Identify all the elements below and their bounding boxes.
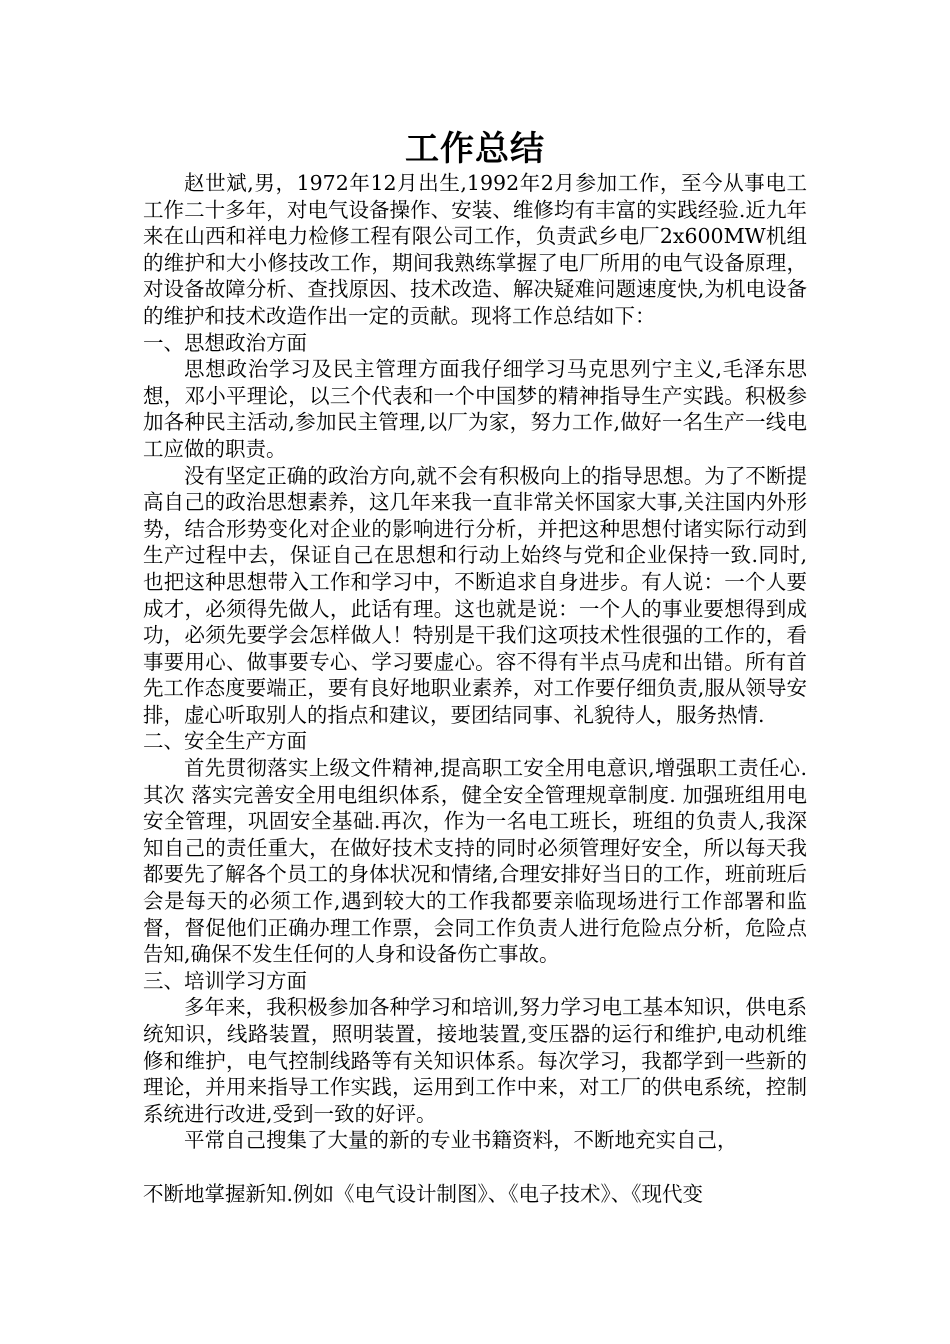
document-body [143,128,807,1154]
document-title: 工作总结 [405,129,545,169]
intro-paragraph: 赵世斌,男，1972年12月出生,1992年2月参加工作，至今从事电工工作二十多年，对电气设备操作、安装、维修均有丰富的实践经验.近九年来在山西和祥电力检修工程有限公司工作，负责武乡电厂2x600MW机组的维护和大小修技改工作，期间我熟练掌握了电厂所用的电气设备原理，对设备故障分析、查找原因、技术改造、解决疑难问题速度快,为机电设备的维护和技术改造作出一定的贡献。现将工作总结如下： [143,171,807,328]
page-bottom-line: 不断地掌握新知.例如《电气设计制图》、《电子技术》、《现代变 [143,1182,704,1206]
politics-paragraph-1: 思想政治学习及民主管理方面我仔细学习马克思列宁主义,毛泽东思想，邓小平理论，以三个代表和一个中国梦的精神指导生产实践。积极参加各种民主活动,参加民主管理,以厂为家，努力工作,做好一名生产一线电工应做的职责。 [143,357,807,461]
safety-paragraph-1: 首先贯彻落实上级文件精神,提高职工安全用电意识,增强职工责任心.其次 落实完善安全用电组织体系，健全安全管理规章制度. 加强班组用电安全管理，巩固安全基础.再次，作为一名电工班长，班组的负责人,我深知自己的责任重大，在做好技术支持的同时必须管理好安全，所以每天我都要先了解各个员工的身体状况和情绪,合理安排好当日的工作，班前班后会是每天的必须工作,遇到较大的工作我都要亲临现场进行工作部署和监督，督促他们正确办理工作票，会同工作负责人进行危险点分析，危险点告知,确保不发生任何的人身和设备伤亡事故。 [143,756,807,967]
section-heading-training: 三、培训学习方面 [143,968,307,993]
training-paragraph-1: 多年来，我积极参加各种学习和培训,努力学习电工基本知识，供电系统知识，线路装置，照明装置，接地装置,变压器的运行和维护,电动机维修和维护，电气控制线路等有关知识体系。每次学习，我都学到一些新的理论，并用来指导工作实践，运用到工作中来，对工厂的供电系统，控制系统进行改进,受到一致的好评。 [143,995,807,1126]
section-heading-politics: 一、思想政治方面 [143,330,307,355]
politics-paragraph-2: 没有坚定正确的政治方向,就不会有积极向上的指导思想。为了不断提高自己的政治思想素养，这几年来我一直非常关怀国家大事,关注国内外形势，结合形势变化对企业的影响进行分析，并把这种思想付诸实际行动到生产过程中去，保证自己在思想和行动上始终与党和企业保持一致.同时,也把这种思想带入工作和学习中，不断追求自身进步。有人说：一个人要成才，必须得先做人，此话有理。这也就是说：一个人的事业要想得到成功，必须先要学会怎样做人！特别是干我们这项技术性很强的工作的，看事要用心、做事要专心、学习要虚心。容不得有半点马虎和出错。所有首先工作态度要端正，要有良好地职业素养，对工作要仔细负责,服从领导安排，虚心听取别人的指点和建议，要团结同事、礼貌待人，服务热情. [143,463,807,727]
training-paragraph-2: 平常自己搜集了大量的新的专业书籍资料，不断地充实自己， [184,1128,738,1153]
section-heading-safety: 二、安全生产方面 [143,729,307,754]
